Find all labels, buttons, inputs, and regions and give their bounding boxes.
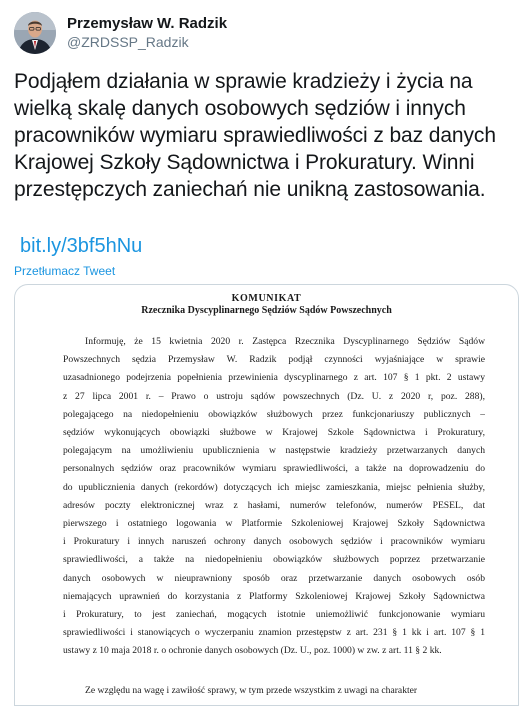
document-line: i Prokuratury, to jest zaniechań, mogących istotnie uniemożliwić funkcjonowanie wymiaru (63, 609, 485, 621)
document-image[interactable] (14, 284, 519, 706)
document-page (15, 285, 518, 705)
document-line: polegającego na niedopełnieniu obowiązków służbowych przez funkcjonariuszy publicznych – (63, 408, 485, 420)
document-line: uzasadnionego podejrzenia popełnienia przewinienia dyscyplinarnego z art. 107 § 1 pkt. 2 ustawy (63, 372, 485, 384)
document-next-paragraph: Ze względu na wagę i zawiłość sprawy, w tym przede wszystkim z uwagi na charakter (85, 685, 418, 696)
document-line: Powszechnych sędzia Przemysław W. Radzik podjął czynności wyjaśniające w sprawie (63, 354, 485, 366)
document-title: KOMUNIKAT (231, 293, 302, 304)
author-handle[interactable]: @ZRDSSP_Radzik (67, 34, 189, 50)
document-line: z 27 lipca 2001 r. – Prawo o ustroju sądów powszechnych (Dz. U. z 2020 r, poz. 288), (63, 390, 485, 402)
document-line: adresów poczty elektronicznej wraz z hasłami, numerów telefonów, numerów PESEL, dat (63, 499, 485, 511)
document-line: polegającym na umożliwieniu upublicznienia w następstwie kradzieży przetwarzanych danych (63, 445, 485, 457)
document-line: pierwszego i ostatniego logowania w Platformie Szkoleniowej Krajowej Szkoły Sądownictwa (63, 518, 485, 530)
document-body (63, 333, 485, 661)
document-line: sprawiedliwości i stanowiących o wyczerpaniu znamion przestępstw z art. 231 § 1 kk i art. 107 § 1 (63, 627, 485, 639)
document-line: do upublicznienia danych (rekordów) dotyczących ich miejsc zamieszkania, miejsc pełnienia służby, (63, 481, 485, 493)
document-line: ustawy z 10 maja 2018 r. o ochronie danych osobowych (Dz. U., poz. 1000) w zw. z art. 11 § 2 kk. (63, 645, 442, 657)
document-line: i Prokuratury i innych naruszeń ochrony danych osobowych sędziów i pracowników wymiaru (63, 536, 485, 548)
tweet-link[interactable]: bit.ly/3bf5hNu (20, 235, 143, 257)
author-name[interactable]: Przemysław W. Radzik (67, 15, 228, 32)
document-line: personalnych sędziów oraz pracowników wymiaru sprawiedliwości, a także na doprowadzeniu do (63, 463, 485, 475)
tweet-text: Podjąłem działania w sprawie kradzieży i życia na wielką skalę danych osobowych sędziów i innych pracowników wymiaru sprawiedliwości z baz danych Krajowej Szkoły Sądownictwa i Prokuratury. Winni przestępczych zaniechań nie unikną zastosowania. (14, 70, 496, 201)
avatar[interactable] (14, 12, 56, 54)
document-line: Informuję, że 15 kwietnia 2020 r. Zastępca Rzecznika Dyscyplinarnego Sędziów Sądów (85, 336, 485, 347)
document-line: niemających uprawnień do korzystania z Platformy Szkoleniowej Krajowej Szkoły Sądownictwa (63, 590, 485, 602)
tweet-header (14, 12, 514, 56)
document-subtitle: Rzecznika Dyscyplinarnego Sędziów Sądów Powszechnych (141, 305, 392, 316)
document-line: sędziów wykonujących obowiązki służbowe w Krajowej Szkole Sądownictwa i Prokuratury, (63, 427, 485, 439)
translate-tweet-link[interactable]: Przetłumacz Tweet (14, 264, 116, 278)
document-line: danych osobowych w nieuprawniony sposób oraz przetwarzanie danych osobowych osób (63, 572, 485, 584)
document-line: sprawiedliwości, a także na niedopełnieniu obowiązków służbowych poprzez przetwarzanie (63, 554, 485, 566)
